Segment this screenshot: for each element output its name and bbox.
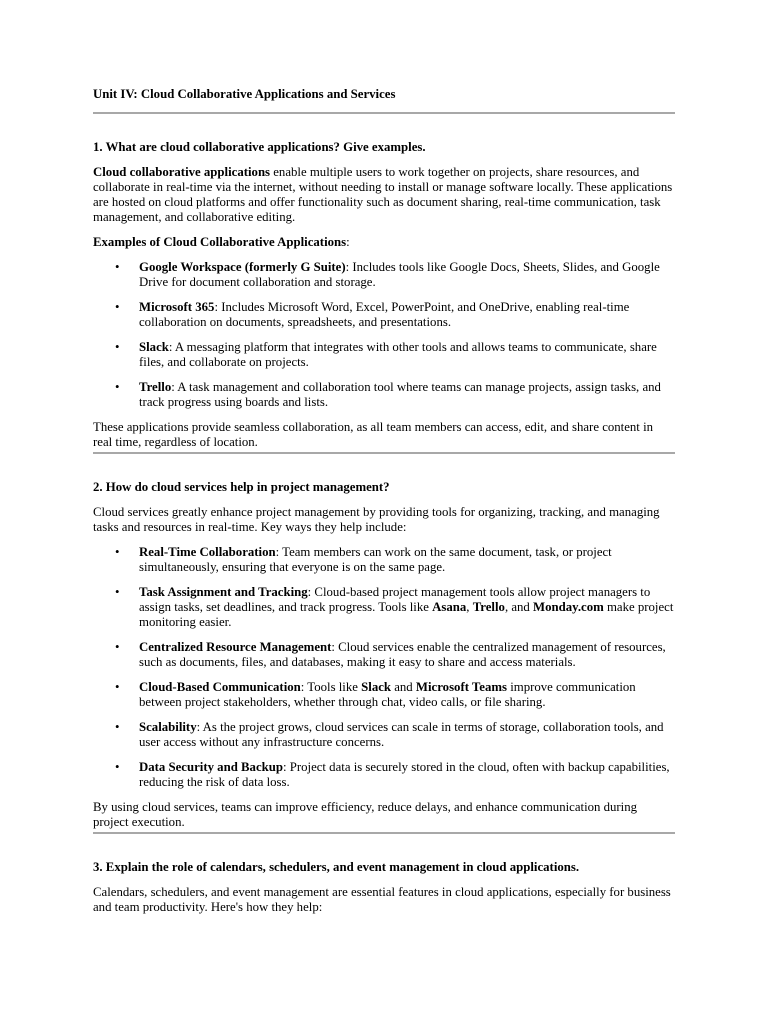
item-desc: : Tools like [300,680,362,694]
bullet-icon: • [115,760,120,774]
section-3-intro: Calendars, schedulers, and event management are essential features in cloud applications, especially for business and team productivity. Here's how they help: [93,885,671,914]
list-item [93,585,675,630]
list-item [93,260,675,290]
item-term: Centralized Resource Management [139,640,332,654]
item-desc: : Team members can work on the same document, task, or project simultaneously, ensuring that everyone is on the same page. [139,545,612,574]
bullet-icon: • [115,300,120,314]
examples-heading-colon: : [346,235,350,249]
tool-name: Monday.com [533,600,604,614]
list-item [93,760,675,790]
tool-name: Slack [361,680,392,694]
list-item [93,545,675,575]
examples-list [93,260,675,410]
section-divider [93,832,675,834]
separator: , and [504,600,534,614]
section-1 [93,140,675,454]
item-term: Slack [139,340,169,354]
item-term: Trello [139,380,172,394]
item-desc: : Includes tools like Google Docs, Sheets, Slides, and Google Drive for document collaboration and storage. [139,260,660,289]
section-2-intro: Cloud services greatly enhance project management by providing tools for organizing, tracking, and managing tasks and resources in real-time. Key ways they help include: [93,505,660,534]
item-term: Cloud-Based Communication [139,680,301,694]
list-item [93,680,675,710]
item-term: Microsoft 365 [139,300,215,314]
item-term: Scalability [139,720,197,734]
item-term: Real-Time Collaboration [139,545,276,559]
section-divider [93,452,675,454]
separator: , [466,600,473,614]
bullet-icon: • [115,340,120,354]
list-item [93,340,675,370]
section-1-conclusion: These applications provide seamless collaboration, as all team members can access, edit, and share content in real time, regardless of location. [93,420,654,449]
item-term: Task Assignment and Tracking [139,585,308,599]
question-2-title: 2. How do cloud services help in project management? [93,480,390,494]
examples-heading [93,235,675,250]
unit-title: Unit IV: Cloud Collaborative Applications and Services [93,87,396,101]
list-item [93,380,675,410]
section-3 [93,860,675,915]
section-1-intro [93,165,675,225]
document-page [93,87,675,915]
examples-heading-term: Examples of Cloud Collaborative Applications [93,235,347,249]
question-3-title: 3. Explain the role of calendars, schedulers, and event management in cloud applications. [93,860,580,874]
intro-text: enable multiple users to work together on projects, share resources, and collaborate in real-time via the internet, without needing to install or manage software locally. These applications are hosted on cloud platforms and offer functionality such as document sharing, real-time communication, task management, and collaborative editing. [93,165,673,224]
section-divider [93,112,675,114]
item-desc: : Project data is securely stored in the cloud, often with backup capabilities, reducing the risk of data loss. [139,760,670,789]
item-desc: : A task management and collaboration tool where teams can manage projects, assign tasks, and track progress using boards and lists. [139,380,661,409]
question-1-title: 1. What are cloud collaborative applications? Give examples. [93,140,426,154]
benefits-list [93,545,675,790]
bullet-icon: • [115,260,120,274]
bullet-icon: • [115,720,120,734]
section-2-conclusion: By using cloud services, teams can improve efficiency, reduce delays, and enhance communication during project execution. [93,800,638,829]
tool-name: Asana [432,600,467,614]
item-term: Google Workspace (formerly G Suite) [139,260,346,274]
item-desc: improve communication between project stakeholders, whether through chat, video calls, or file sharing. [139,680,636,709]
bullet-icon: • [115,545,120,559]
section-2 [93,480,675,834]
item-desc: : A messaging platform that integrates with other tools and allows teams to communicate, share files, and collaborate on projects. [139,340,657,369]
list-item [93,300,675,330]
item-term: Data Security and Backup [139,760,283,774]
bullet-icon: • [115,640,120,654]
item-desc: : As the project grows, cloud services can scale in terms of storage, collaboration tools, and user access without any infrastructure concerns. [139,720,664,749]
item-desc: : Cloud services enable the centralized management of resources, such as documents, files, and databases, making it easy to share and access materials. [139,640,666,669]
bullet-icon: • [115,680,120,694]
item-desc: : Cloud-based project management tools allow project managers to assign tasks, set deadlines, and track progress. Tools like [139,585,651,614]
item-desc: : Includes Microsoft Word, Excel, PowerPoint, and OneDrive, enabling real-time collaboration on documents, spreadsheets, and presentations. [139,300,630,329]
tool-name: Microsoft Teams [415,680,508,694]
item-desc: make project monitoring easier. [139,600,674,629]
bullet-icon: • [115,585,120,599]
intro-term: Cloud collaborative applications [93,165,271,179]
separator: and [391,680,416,694]
tool-name: Trello [472,600,505,614]
list-item [93,640,675,670]
list-item [93,720,675,750]
bullet-icon: • [115,380,120,394]
